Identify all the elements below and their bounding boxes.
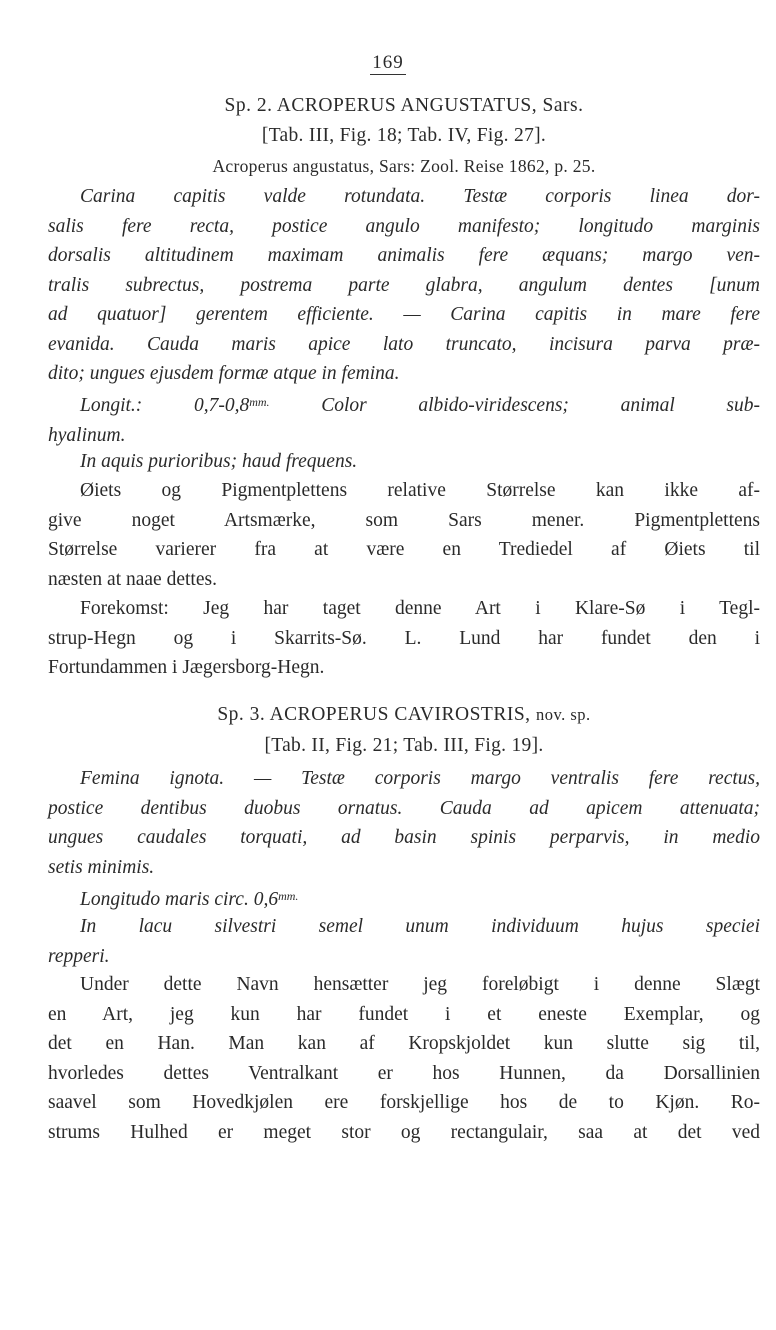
species3-heading: Sp. 3. ACROPERUS CAVIROSTRIS, nov. sp. [217,704,591,725]
text-line: In aquis purioribus; haud frequens. [80,451,358,472]
text-line: Longitudo maris circ. $0,6^{mm.}$ [80,889,299,910]
text-line: setis minimis. [48,856,155,878]
text-line: Øiets og Pigmentplettens relative Størrelse kan ikke af- [80,480,760,501]
text-line: hyalinum. [48,424,126,446]
text-line: Forekomst: Jeg har taget denne Art i Klare-Sø i Tegl- [80,598,760,619]
text-line: Femina ignota. — Testæ corporis margo ventralis fere rectus, [80,768,760,789]
text-line: tralis subrectus, postrema parte glabra, angulum dentes [unum [48,274,760,296]
text-line: det en Han. Man kan af Kropskjoldet kun slutte sig til, [48,1033,760,1054]
species3-latin-description [48,764,760,882]
species3-plates: [Tab. II, Fig. 21; Tab. III, Fig. 19]. [264,735,544,756]
species2-latin-description [48,182,760,389]
species2-heading: Sp. 2. ACROPERUS ANGUSTATUS, Sars. [224,95,584,116]
species2-notes [48,476,760,594]
text-line: næsten at naae dettes. [48,568,217,590]
text-line: strup-Hegn og i Skarrits-Sø. L. Lund har fundet den i [48,627,760,649]
text-line: ungues caudales torquati, ad basin spinis perparvis, in medio [48,827,760,848]
species3-habitat [48,912,760,971]
species2-occurrence [48,594,760,683]
text-line: saavel som Hovedkjølen ere forskjellige hos de to Kjøn. Ro- [48,1092,760,1113]
species3-notes [48,970,760,1147]
text-line: give noget Artsmærke, som Sars mener. Pigmentplettens [48,509,760,531]
page-number: 169 [372,52,404,73]
text-line: Fortundammen i Jægersborg-Hegn. [48,657,325,678]
text-line: postice dentibus duobus ornatus. Cauda ad apicem attenuata; [48,797,760,819]
text-line: dorsalis altitudinem maximam animalis fere æquans; margo ven- [48,245,760,266]
species2-habitat [48,447,760,477]
text-line: strums Hulhed er meget stor og rectangulair, saa at det ved [48,1121,760,1143]
text-line: Størrelse varierer fra at være en Trediedel af Øiets til [48,539,760,560]
text-line: salis fere recta, postice angulo manifesto; longitudo marginis [48,215,760,237]
text-line: Longit.: $0,7-0,8^{mm.}$ Color albido-viridescens; animal sub- [80,395,760,416]
species2-length [48,388,760,450]
text-line: ad quatuor] gerentem efficiente. — Carina capitis in mare fere [48,304,760,325]
text-line: en Art, jeg kun har fundet i et eneste Exemplar, og [48,1003,760,1025]
text-line: Under dette Navn hensætter jeg foreløbigt i denne Slægt [80,974,760,995]
text-line: hvorledes dettes Ventralkant er hos Hunnen, da Dorsallinien [48,1062,760,1084]
species2-plates: [Tab. III, Fig. 18; Tab. IV, Fig. 27]. [261,125,547,146]
text-line: repperi. [48,945,110,967]
text-line: evanida. Cauda maris apice lato truncato, incisura parva præ- [48,333,760,355]
species3-length [48,882,760,915]
text-line: In lacu silvestri semel unum individuum hujus speciei [80,916,760,937]
text-line: dito; ungues ejusdem formæ atque in femina. [48,363,400,384]
species2-reference: Acroperus angustatus, Sars: Zool. Reise 1862, p. 25. [212,156,596,176]
text-line: Carina capitis valde rotundata. Testæ corporis linea dor- [80,186,760,207]
